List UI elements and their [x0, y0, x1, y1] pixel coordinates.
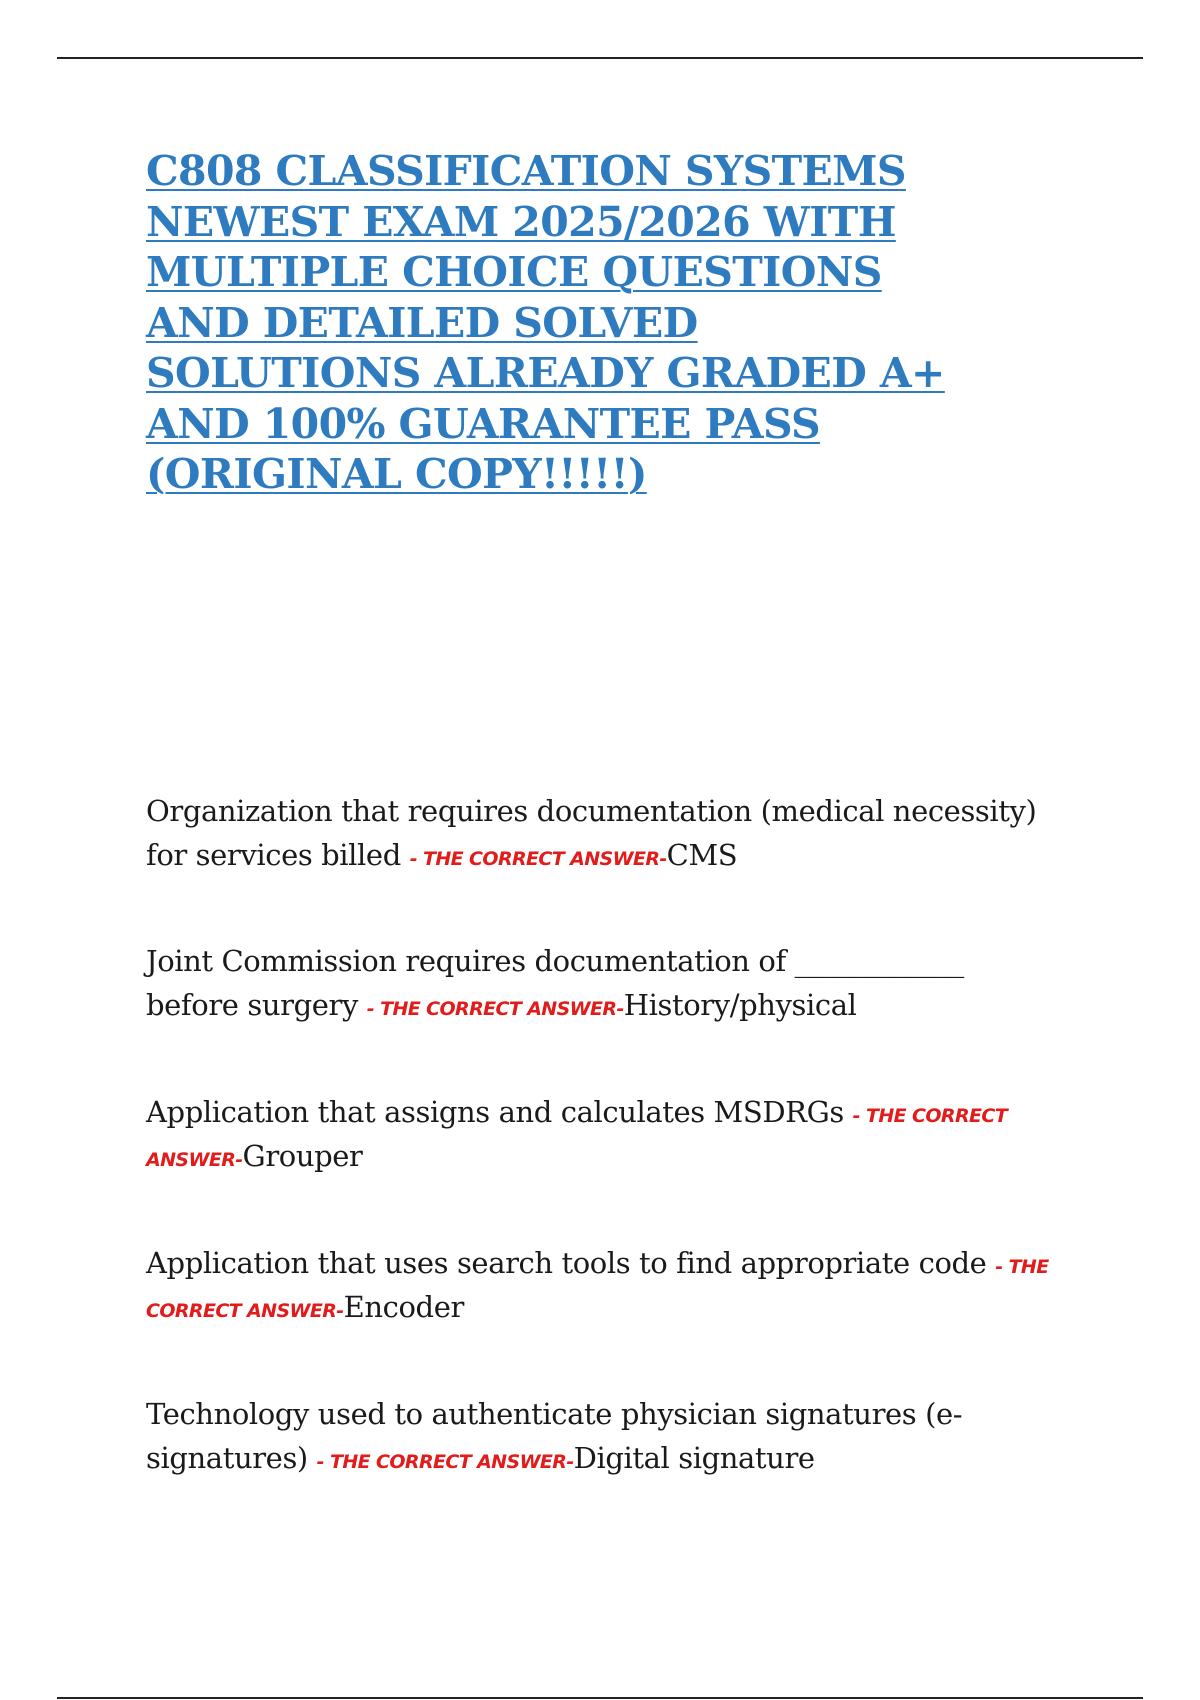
answer-marker: - THE CORRECT ANSWER-	[409, 848, 667, 870]
title-line-3[interactable]: MULTIPLE CHOICE QUESTIONS	[146, 248, 882, 296]
document-title[interactable]	[146, 146, 1086, 500]
title-line-1[interactable]: C808 CLASSIFICATION SYSTEMS	[146, 147, 906, 195]
title-line-2[interactable]: NEWEST EXAM 2025/2026 WITH	[146, 197, 896, 246]
question-text: Organization that requires documentation (medical necessity)	[146, 794, 1037, 828]
question-line	[146, 835, 1076, 879]
question-text: for services billed	[146, 838, 410, 872]
qa-item-4	[146, 1243, 1076, 1331]
question-line	[146, 1438, 1076, 1482]
answer-text: Digital signature	[573, 1441, 815, 1475]
question-line	[146, 1287, 1076, 1331]
answer-marker: - THE CORRECT ANSWER-	[366, 998, 624, 1020]
qa-item-1	[146, 791, 1076, 879]
question-text: before surgery	[146, 988, 367, 1022]
question-text: Technology used to authenticate physician signatures (e-	[146, 1397, 963, 1431]
top-rule	[57, 57, 1143, 59]
qa-item-5	[146, 1394, 1076, 1482]
answer-text: Encoder	[343, 1290, 464, 1324]
question-text: Application that uses search tools to find appropriate code	[146, 1246, 996, 1280]
question-line	[146, 1394, 1076, 1438]
answer-marker: - THE CORRECT	[852, 1105, 1008, 1127]
answer-text: Grouper	[242, 1139, 363, 1173]
title-line-5[interactable]: SOLUTIONS ALREADY GRADED A+	[146, 349, 945, 397]
question-line	[146, 941, 1076, 985]
question-text: signatures)	[146, 1441, 317, 1475]
question-text: Joint Commission requires documentation of ____________	[146, 944, 964, 978]
qa-item-2	[146, 941, 1076, 1029]
title-line-6[interactable]: AND 100% GUARANTEE PASS	[146, 399, 821, 448]
title-line-7[interactable]: (ORIGINAL COPY!!!!!)	[146, 450, 647, 498]
question-text: Application that assigns and calculates MSDRGs	[146, 1095, 853, 1129]
title-line-4[interactable]: AND DETAILED SOLVED	[146, 298, 698, 347]
question-line	[146, 985, 1076, 1029]
bottom-rule	[57, 1697, 1143, 1699]
answer-marker: - THE CORRECT ANSWER-	[316, 1451, 574, 1473]
answer-marker: ANSWER-	[146, 1149, 243, 1171]
answer-marker: CORRECT ANSWER-	[146, 1300, 344, 1322]
question-line	[146, 1092, 1076, 1136]
answer-text: History/physical	[623, 988, 857, 1022]
question-line	[146, 1243, 1076, 1287]
qa-item-3	[146, 1092, 1076, 1180]
answer-marker: - THE	[995, 1256, 1049, 1278]
answer-text: CMS	[666, 838, 738, 872]
question-line	[146, 791, 1076, 835]
question-line	[146, 1136, 1076, 1180]
